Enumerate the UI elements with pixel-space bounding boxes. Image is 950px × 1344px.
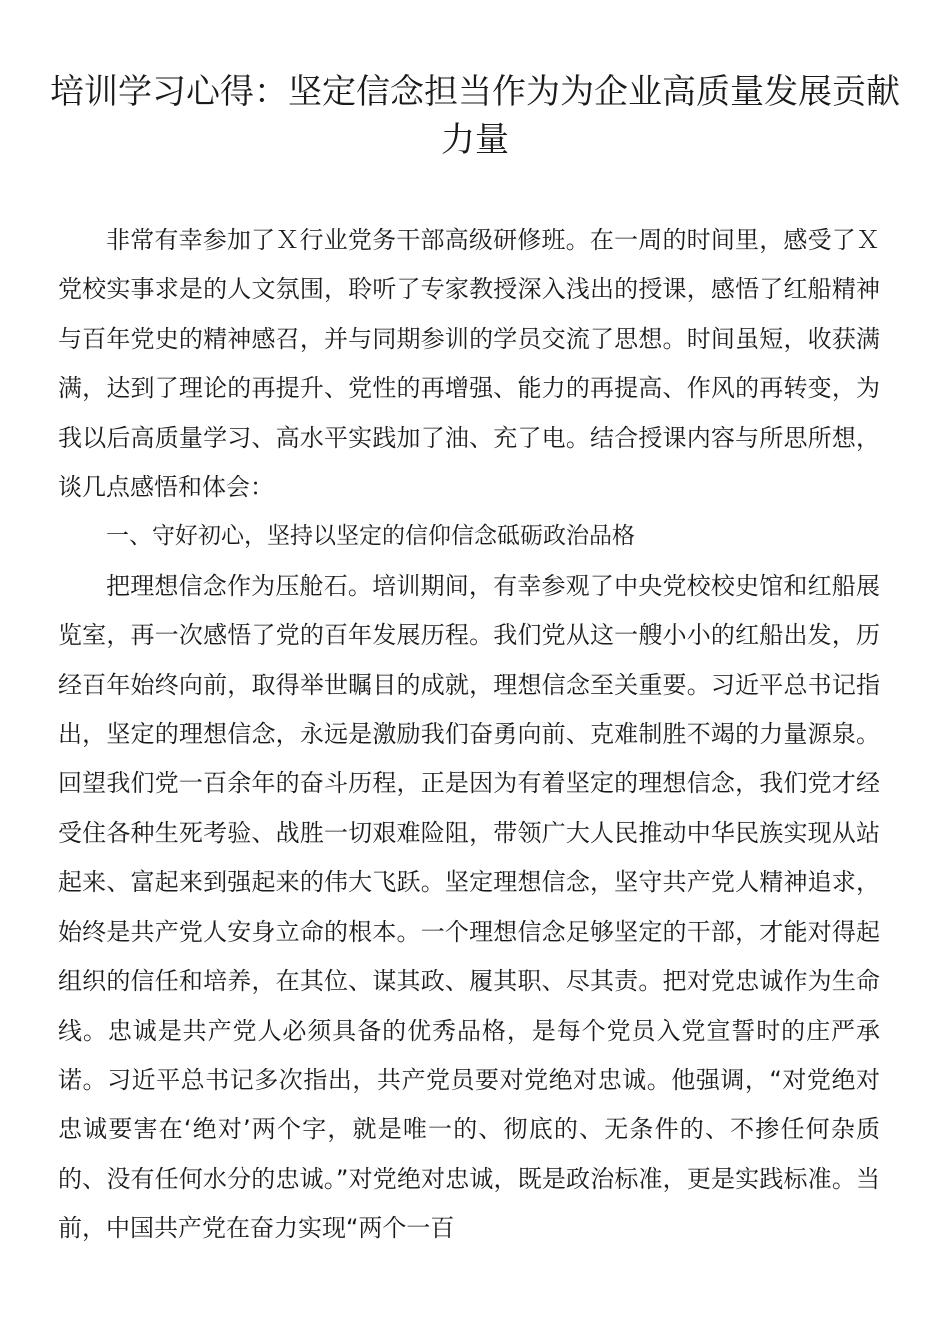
body-paragraph: 把理想信念作为压舱石。培训期间，有幸参观了中央党校校史馆和红船展览室，再一次感悟了党的百年发展历程。我们党从这一艘小小的红船出发，历经百年始终向前，取得举世瞩目的成就，理想信念至关重要。习近平总书记指出，坚定的理想信念，永远是激励我们奋勇向前、克难制胜不竭的力量源泉。回望我们党一百余年的奋斗历程，正是因为有着坚定的理想信念，我们党才经受住各种生死考验、战胜一切艰难险阻，带领广大人民推动中华民族实现从站起来、富起来到强起来的伟大飞跃。坚定理想信念，坚守共产党人精神追求，始终是共产党人安身立命的根本。一个理想信念足够坚定的干部，才能对得起组织的信任和培养，在其位、谋其政、履其职、尽其责。把对党忠诚作为生命线。忠诚是共产党人必须具备的优秀品格，是每个党员入党宣誓时的庄严承诺。习近平总书记多次指出，共产党员要对党绝对忠诚。他强调，“对党绝对忠诚要害在‘绝对’两个字，就是唯一的、彻底的、无条件的、不掺任何杂质的、没有任何水分的忠诚。”对党绝对忠诚，既是政治标准，更是实践标准。当前，中国共产党在奋力实现“两个一百 — [58, 571, 880, 1243]
section-heading: 一、守好初心，坚持以坚定的信仰信念砥砺政治品格 — [106, 523, 635, 550]
intro-paragraph: 非常有幸参加了Ｘ行业党务干部高级研修班。在一周的时间里，感受了Ｘ党校实事求是的人文氛围，聆听了专家教授深入浅出的授课，感悟了红船精神与百年党史的精神感召，并与同期参训的学员交流了思想。时间虽短，收获满满，达到了理论的再提升、党性的再增强、能力的再提高、作风的再转变，为我以后高质量学习、高水平实践加了油、充了电。结合授课内容与所思所想，谈几点感悟和体会： — [58, 226, 880, 502]
document-title: 培训学习心得：坚定信念担当作为为企业高质量发展贡献力量 — [50, 72, 900, 160]
document-body — [58, 216, 880, 1254]
